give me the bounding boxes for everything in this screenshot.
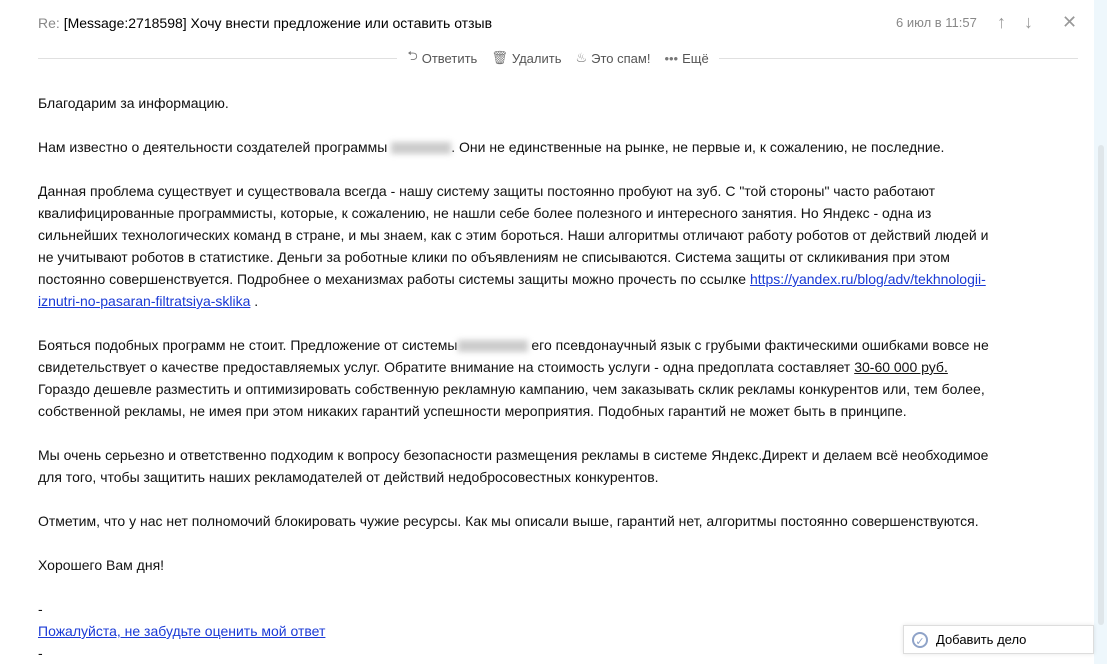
reply-icon: ⮌ bbox=[407, 48, 418, 63]
message-body bbox=[38, 92, 989, 664]
text-line: собственной рекламы, не имея при этом никаких гарантий успешности мероприятия. Подобных гарантий не может быть в принципе. bbox=[38, 403, 907, 419]
paragraph bbox=[38, 334, 989, 422]
add-task-label: Добавить дело bbox=[936, 632, 1027, 647]
spam-label: Это спам! bbox=[591, 50, 651, 66]
dots-icon: ••• bbox=[664, 50, 679, 66]
close-icon[interactable]: ✕ bbox=[1062, 12, 1078, 32]
text: Бояться подобных программ не стоит. Предложение от системы bbox=[38, 337, 458, 353]
blurred-text bbox=[458, 340, 528, 352]
text-line: для того, чтобы защитить наших рекламодателей от действий недобросовестных конкурентов. bbox=[38, 469, 659, 485]
text: Нам известно о деятельности создателей программы bbox=[38, 139, 388, 155]
paragraph bbox=[38, 444, 989, 488]
text-line: постоянно совершенствуется. Подробнее о механизмах работы системы защиты можно прочесть по ссылке bbox=[38, 271, 750, 287]
paragraph bbox=[38, 180, 989, 312]
spam-button[interactable] bbox=[575, 47, 650, 69]
text-line: Данная проблема существует и существовала всегда - нашу систему защиты постоянно пробуют на зуб. С "той стороны" часто работают bbox=[38, 183, 936, 199]
re-prefix: Re: bbox=[38, 15, 60, 31]
text-line: не учитывают роботов в статистике. Деньги за роботные клики по объявлениям не списываются. Система защиты от скликивания при этом bbox=[38, 249, 950, 265]
blog-link[interactable]: iznutri-no-pasaran-filtratsiya-sklika bbox=[38, 293, 251, 309]
text: . Они не единственные на рынке, не первые и, к сожалению, не последние. bbox=[451, 139, 945, 155]
more-label: Ещё bbox=[682, 50, 709, 66]
fire-icon: ♨ bbox=[575, 50, 588, 65]
text-line: Мы очень серьезно и ответственно подходим к вопросу безопасности размещения рекламы в системе Яндекс.Директ и делаем всё необходимое bbox=[38, 447, 989, 463]
paragraph: Хорошего Вам дня! bbox=[38, 557, 165, 573]
more-button[interactable] bbox=[664, 47, 708, 69]
text-line: Гораздо дешевле разместить и оптимизировать собственную рекламную кампанию, чем заказывать склик рекламы конкурентов или, тем более, bbox=[38, 381, 985, 397]
text-line: квалифицированные программисты, которые, к сожалению, не нашли себе более полезного и интересного занятия. Но Яндекс - одна из bbox=[38, 205, 932, 221]
divider bbox=[38, 58, 397, 59]
reply-button[interactable] bbox=[407, 47, 477, 69]
delete-button[interactable] bbox=[491, 47, 561, 69]
next-message-icon[interactable]: ↓ bbox=[1024, 12, 1033, 32]
paragraph bbox=[38, 136, 989, 158]
trash-icon: 🗑 bbox=[491, 50, 508, 65]
paragraph: Благодарим за информацию. bbox=[38, 95, 229, 111]
check-circle-icon: ✓ bbox=[912, 632, 928, 648]
price-highlight: 30-60 000 руб. bbox=[854, 359, 948, 375]
reply-label: Ответить bbox=[421, 50, 478, 66]
message-toolbar bbox=[38, 48, 1078, 68]
text: . bbox=[250, 293, 259, 309]
message-subject bbox=[38, 15, 492, 31]
message-date: 6 июл в 11:57 bbox=[896, 15, 977, 30]
delete-label: Удалить bbox=[511, 50, 562, 66]
subject-text: [Message:2718598] Хочу внести предложение или оставить отзыв bbox=[63, 15, 493, 31]
divider bbox=[719, 58, 1078, 59]
rate-answer-link[interactable]: Пожалуйста, не забудьте оценить мой ответ bbox=[38, 623, 326, 639]
separator: - bbox=[38, 601, 43, 617]
text-line: сильнейших технологических команд в стране, и мы знаем, как с этим бороться. Наши алгоритмы отличают работу роботов от действий людей и bbox=[38, 227, 989, 243]
blurred-text bbox=[391, 142, 451, 154]
scrollbar[interactable] bbox=[1098, 145, 1104, 625]
text: свидетельствует о качестве предоставляемых услуг. Обратите внимание на стоимость услуги - одна предоплата составляет bbox=[38, 359, 855, 375]
separator: - bbox=[38, 645, 43, 661]
blog-link[interactable]: https://yandex.ru/blog/adv/tekhnologii- bbox=[749, 271, 986, 287]
text: его псевдонаучный язык с грубыми фактическими ошибками вовсе не bbox=[527, 337, 989, 353]
prev-message-icon[interactable]: ↑ bbox=[997, 12, 1006, 32]
paragraph: Отметим, что у нас нет полномочий блокировать чужие ресурсы. Как мы описали выше, гарантий нет, алгоритмы постоянно совершенствуются. bbox=[38, 513, 979, 529]
add-task-button[interactable] bbox=[903, 625, 1094, 654]
